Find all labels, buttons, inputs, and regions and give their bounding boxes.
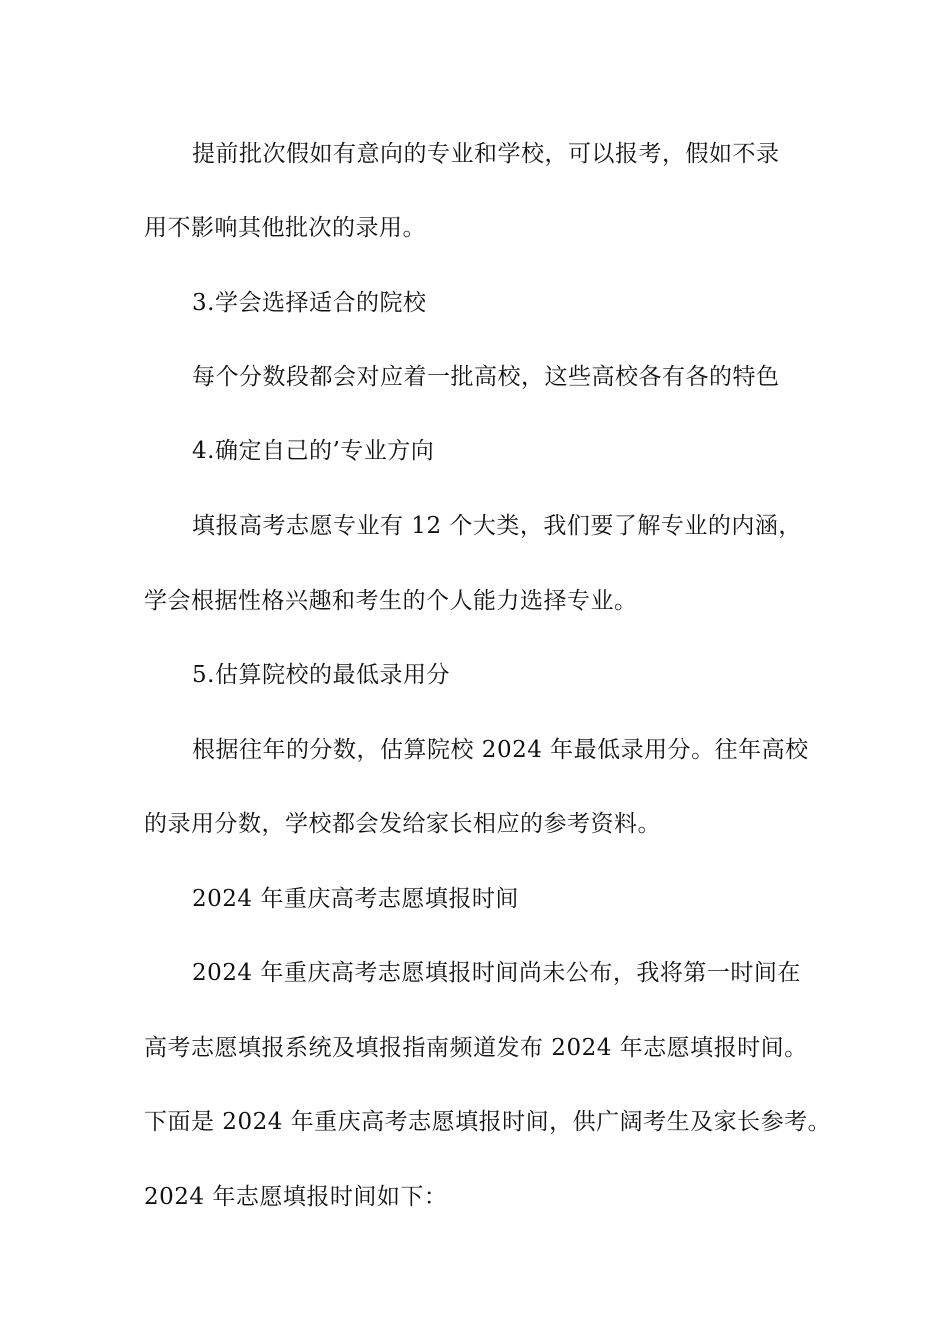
paragraph-line: 下面是 2024 年重庆高考志愿填报时间，供广阔考生及家长参考。 <box>144 1109 832 1135</box>
paragraph-line: 用不影响其他批次的录用。 <box>144 215 426 241</box>
paragraph-line: 高考志愿填报系统及填报指南频道发布 2024 年志愿填报时间。 <box>144 1035 808 1061</box>
paragraph-line: 2024 年志愿填报时间如下： <box>144 1184 448 1210</box>
section-heading: 2024 年重庆高考志愿填报时间 <box>192 886 519 912</box>
paragraph-line: 学会根据性格兴趣和考生的个人能力选择专业。 <box>144 588 638 614</box>
paragraph-line: 每个分数段都会对应着一批高校，这些高校各有各的特色 <box>192 364 780 390</box>
paragraph-line: 的录用分数，学校都会发给家长相应的参考资料。 <box>144 811 661 837</box>
paragraph-line: 填报高考志愿专业有 12 个大类，我们要了解专业的内涵， <box>192 513 802 539</box>
paragraph-line: 根据往年的分数，估算院校 2024 年最低录用分。往年高校 <box>192 737 809 763</box>
paragraph-line: 提前批次假如有意向的专业和学校，可以报考，假如不录 <box>192 141 780 167</box>
section-heading: 4.确定自己的’专业方向 <box>192 438 435 464</box>
paragraph-line: 2024 年重庆高考志愿填报时间尚未公布，我将第一时间在 <box>192 960 801 986</box>
section-heading: 5.估算院校的最低录用分 <box>192 662 450 688</box>
section-heading: 3.学会选择适合的院校 <box>192 290 427 316</box>
